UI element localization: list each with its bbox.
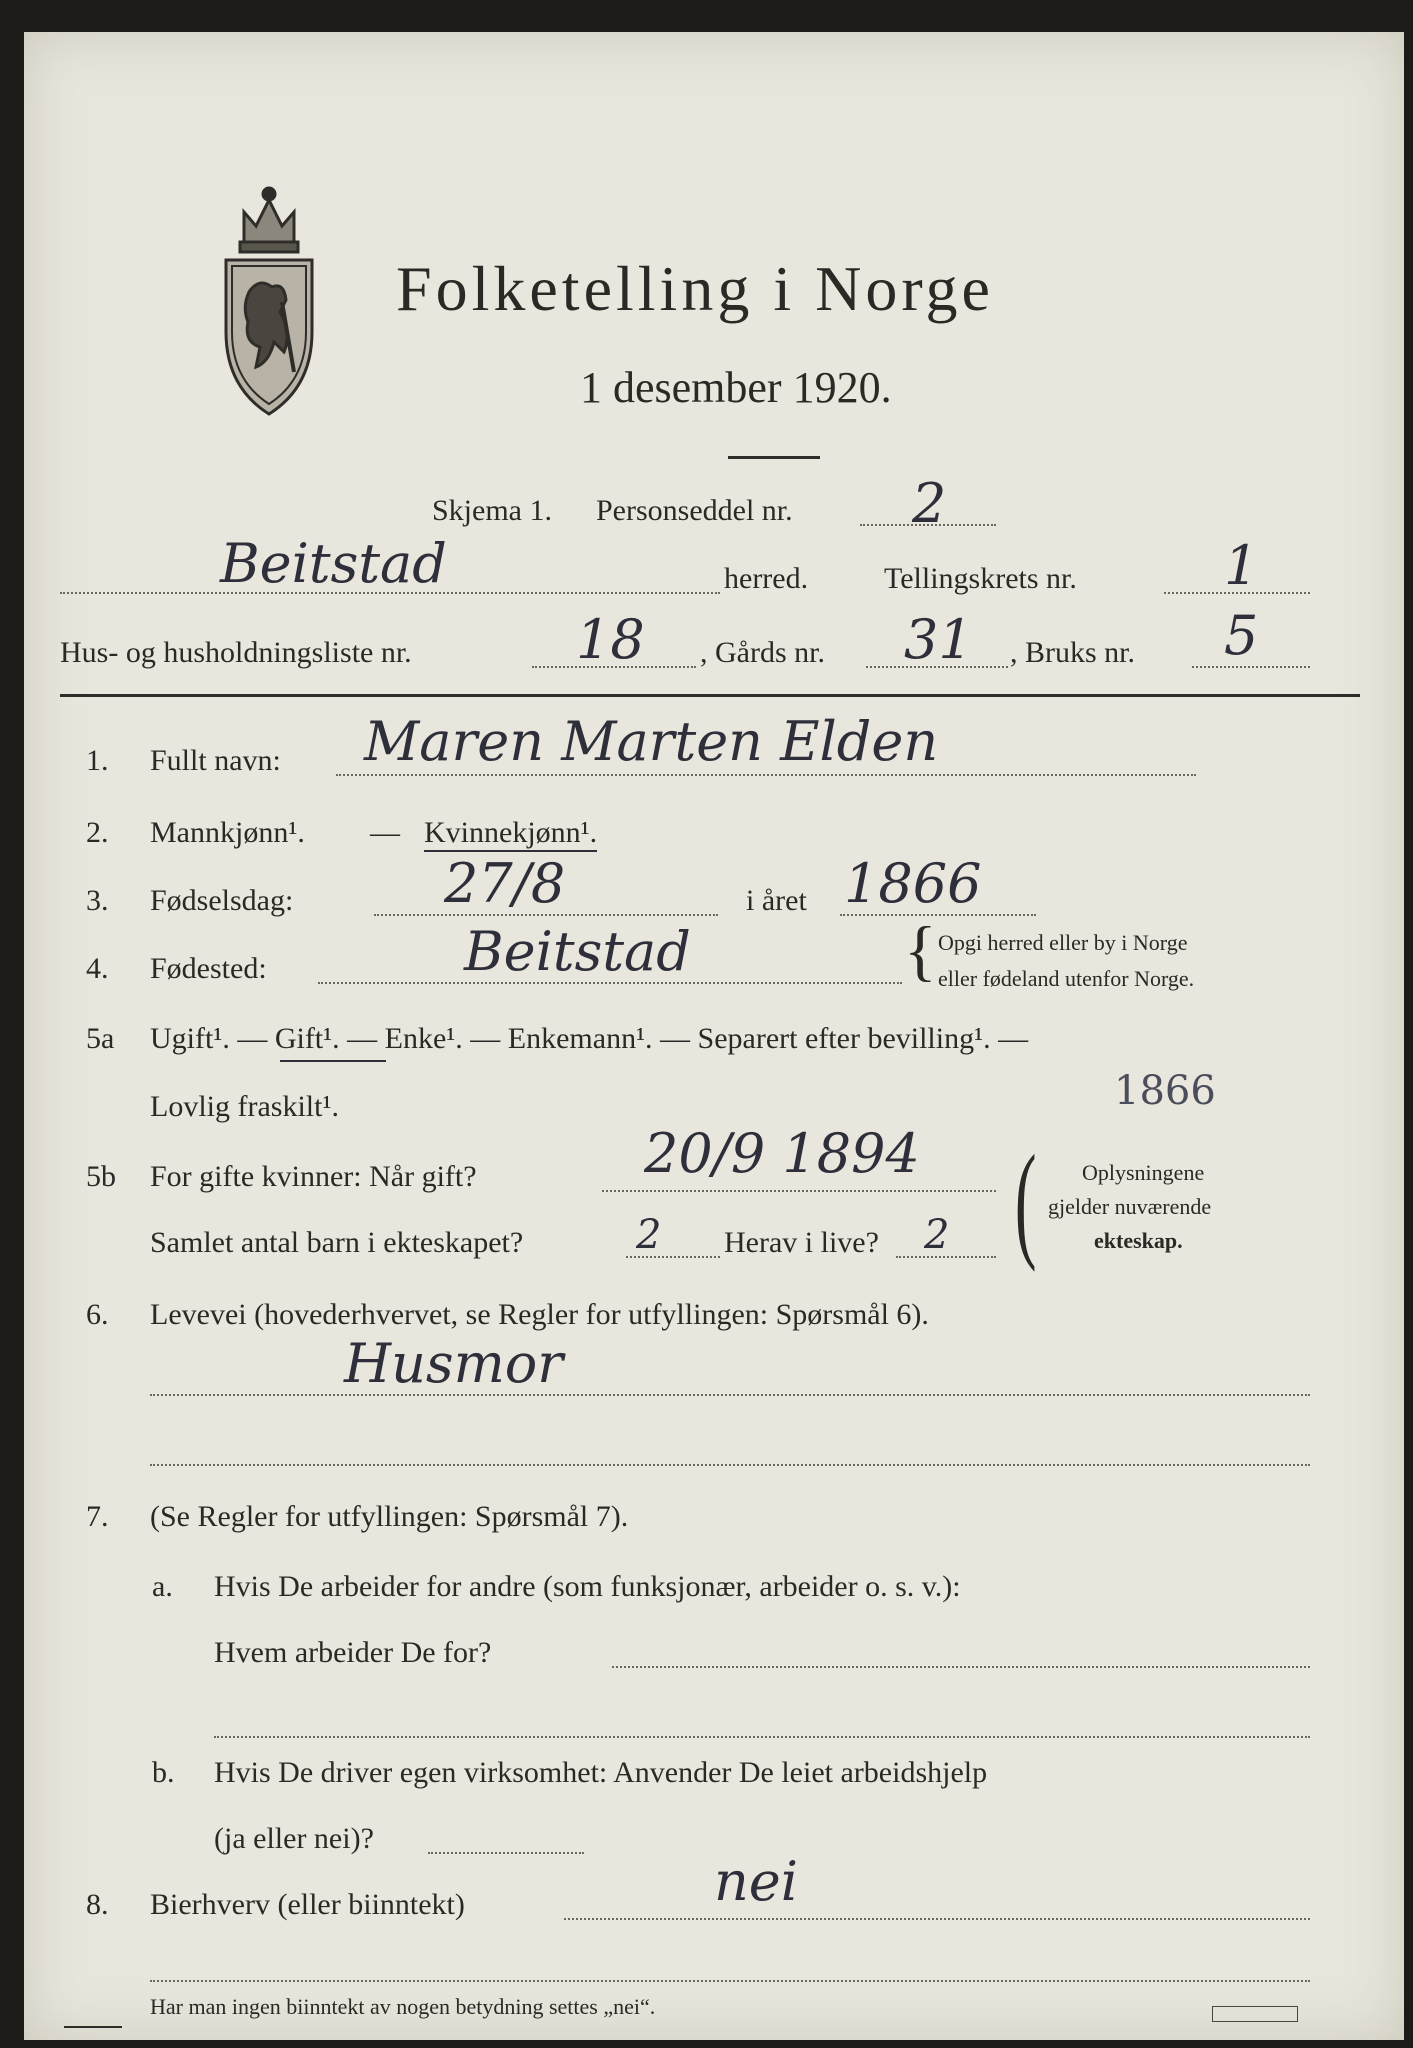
q5b-note-1: Oplysningene xyxy=(1082,1160,1205,1185)
q7b-letter: b. xyxy=(152,1756,175,1789)
q7b-question: (ja eller nei)? xyxy=(214,1822,374,1855)
q2-separator: — xyxy=(370,816,400,849)
tellingskrets-label: Tellingskrets nr. xyxy=(884,562,1077,595)
q5b-bracket: ( xyxy=(1014,1129,1037,1273)
birthplace-value: Beitstad xyxy=(464,920,691,983)
q4-brace: { xyxy=(904,912,937,988)
alive-value: 2 xyxy=(924,1212,950,1258)
q6-line-1 xyxy=(150,1394,1310,1396)
male-option: Mannkjønn¹. xyxy=(150,816,305,849)
birthplace-note-2: eller fødeland utenfor Norge. xyxy=(938,966,1195,991)
marital-status-divorced: Lovlig fraskilt¹. xyxy=(150,1090,339,1123)
q7b-text: Hvis De driver egen virksomhet: Anvender De leiet arbeidshjelp xyxy=(214,1756,988,1789)
q5b-number: 5b xyxy=(86,1160,116,1193)
husliste-label: Hus- og husholdningsliste nr. xyxy=(60,636,412,669)
q7-label: (Se Regler for utfyllingen: Spørsmål 7). xyxy=(150,1500,629,1533)
q1-number: 1. xyxy=(86,744,109,777)
bruks-value: 5 xyxy=(1224,604,1259,667)
birth-day-value: 27/8 xyxy=(444,852,566,915)
personseddel-label: Personseddel nr. xyxy=(596,494,793,527)
q4-label: Fødested: xyxy=(150,952,267,985)
children-label: Samlet antal barn i ekteskapet? xyxy=(150,1226,524,1259)
marital-status-options: Ugift¹. — Gift¹. — Enke¹. — Enkemann¹. — Separert efter bevilling¹. — xyxy=(150,1022,1029,1055)
q3-label: Fødselsdag: xyxy=(150,884,294,917)
norwegian-coat-of-arms-icon xyxy=(214,182,324,422)
q7a-line-1 xyxy=(612,1666,1310,1668)
occupation-value: Husmor xyxy=(344,1332,564,1395)
personseddel-value: 2 xyxy=(912,472,947,535)
q5b-note-2: gjelder nuværende xyxy=(1048,1194,1212,1219)
q8-line xyxy=(564,1918,1310,1920)
birthplace-note-1: Opgi herred eller by i Norge xyxy=(938,930,1188,955)
year-label: i året xyxy=(746,884,807,917)
herred-label: herred. xyxy=(724,562,809,595)
q8-number: 8. xyxy=(86,1888,109,1921)
q5b-when-label: For gifte kvinner: Når gift? xyxy=(150,1160,477,1193)
tellingskrets-value: 1 xyxy=(1224,534,1259,597)
female-option-underlined: Kvinnekjønn¹. xyxy=(424,816,597,852)
q7b-line xyxy=(428,1852,584,1854)
printer-mark xyxy=(1212,2006,1298,2022)
skjema-label: Skjema 1. xyxy=(432,494,552,527)
q8-label: Bierhverv (eller biinntekt) xyxy=(150,1888,465,1921)
q8-line-2 xyxy=(150,1980,1310,1982)
children-value: 2 xyxy=(636,1212,662,1258)
q1-line xyxy=(336,774,1196,776)
herred-line xyxy=(60,592,720,594)
full-name-value: Maren Marten Elden xyxy=(364,710,939,773)
q6-number: 6. xyxy=(86,1298,109,1331)
q7a-letter: a. xyxy=(152,1570,173,1603)
q5b-when-line xyxy=(602,1190,996,1192)
married-underline xyxy=(280,1060,386,1062)
bruks-label: , Bruks nr. xyxy=(1010,636,1136,669)
form-date: 1 desember 1920. xyxy=(580,363,892,412)
q5a-number: 5a xyxy=(86,1022,115,1055)
q7a-question: Hvem arbeider De for? xyxy=(214,1636,492,1669)
gards-label: , Gårds nr. xyxy=(700,636,825,669)
q6-label: Levevei (hovederhvervet, se Regler for utfyllingen: Spørsmål 6). xyxy=(150,1298,929,1331)
birth-year-value: 1866 xyxy=(844,852,982,915)
husliste-value: 18 xyxy=(576,608,645,671)
alive-label: Herav i live? xyxy=(724,1226,879,1259)
q6-line-2 xyxy=(150,1464,1310,1466)
q4-number: 4. xyxy=(86,952,109,985)
title-divider xyxy=(728,456,820,459)
q3-number: 3. xyxy=(86,884,109,917)
q7a-line-2 xyxy=(214,1736,1310,1738)
footer-note: Har man ingen biinntekt av nogen betydning settes „nei“. xyxy=(150,1994,656,2019)
form-title: Folketelling i Norge xyxy=(396,253,994,324)
herred-value: Beitstad xyxy=(220,532,447,595)
header-divider xyxy=(60,694,1360,697)
gards-value: 31 xyxy=(904,608,973,671)
footer-rule xyxy=(64,2026,122,2028)
census-form-sheet xyxy=(24,32,1404,2040)
margin-note-year: 1866 xyxy=(1114,1068,1216,1114)
q7a-text: Hvis De arbeider for andre (som funksjonær, arbeider o. s. v.): xyxy=(214,1570,961,1603)
q2-number: 2. xyxy=(86,816,109,849)
q1-label: Fullt navn: xyxy=(150,744,281,777)
q5b-note-3: ekteskap. xyxy=(1094,1228,1183,1253)
side-income-value: nei xyxy=(714,1850,799,1913)
q7-number: 7. xyxy=(86,1500,109,1533)
marriage-date-value: 20/9 1894 xyxy=(644,1122,920,1185)
